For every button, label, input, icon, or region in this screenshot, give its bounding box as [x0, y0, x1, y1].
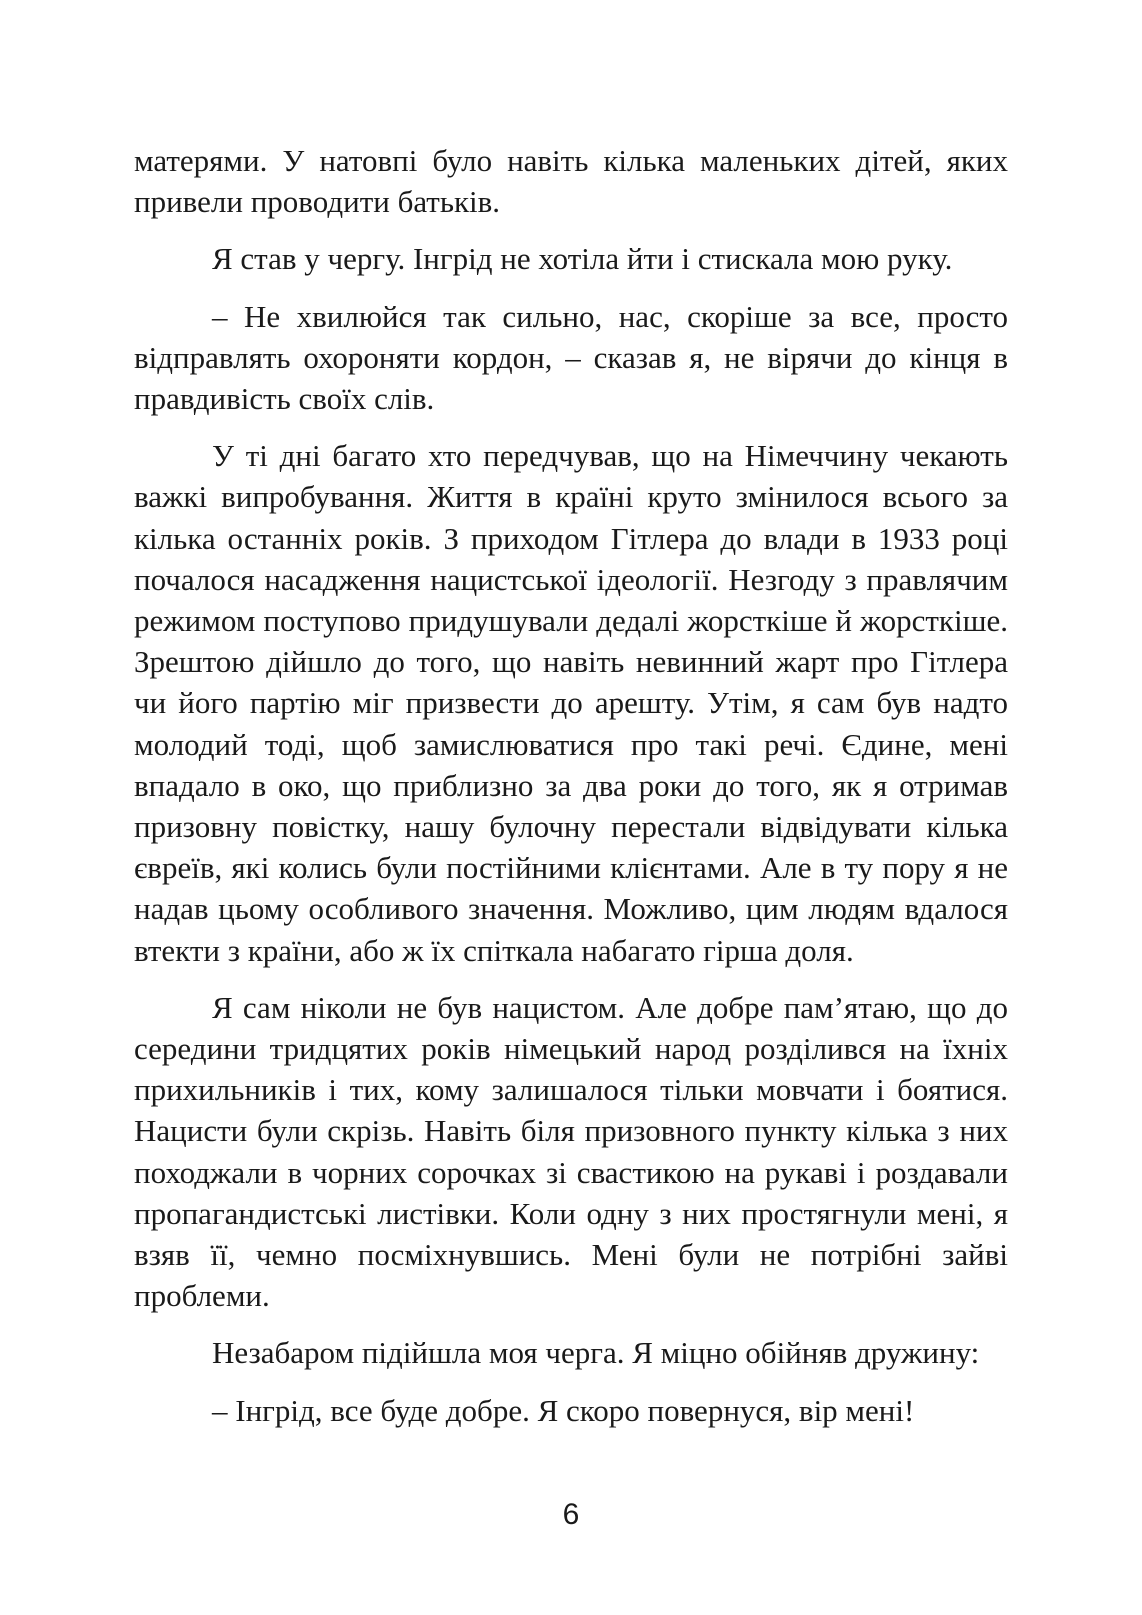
body-text	[134, 140, 1008, 1447]
paragraph-continuation: матерями. У натовпі було навіть кілька маленьких дітей, яких привели проводити батьків.	[134, 143, 1008, 220]
page-number: 6	[562, 1498, 580, 1531]
paragraph-dialogue-ingrid: – Інгрід, все буде добре. Я скоро повернуся, вір мені!	[212, 1392, 915, 1428]
paragraph-nazis: Я сам ніколи не був нацистом. Але добре пам’ятаю, що до середини тридцятих років німецький народ розділився на їхніх прихильників і тих, кому залишалося тільки мовчати і боятися. Нацисти були скрізь. Навіть біля призовного пункту кілька з них походжали в чорних сорочках зі свастикою на рукаві і роздавали пропагандистські листівки. Коли одну з них простягнули мені, я взяв її, чемно посміхнувшись. Мені були не потрібні зайві проблеми.	[134, 989, 1008, 1314]
paragraph-queue: Я став у чергу. Інгрід не хотіла йти і стискала мою руку.	[212, 241, 953, 277]
paragraph-germany-history: У ті дні багато хто передчував, що на Німеччину чекають важкі випробування. Життя в країні круто змінилося всього за кілька останніх років. З приходом Гітлера до влади в 1933 році почалося насадження нацистської ідеології. Незгоду з правлячим режимом поступово придушували дедалі жорсткіше й жорсткіше. Зрештою дійшло до того, що навіть невинний жарт про Гітлера чи його партію міг призвести до арешту. Утім, я сам був надто молодий тоді, щоб замислюватися про такі речі. Єдине, мені впадало в око, що приблизно за два роки до того, як я отримав призовну повістку, нашу булочну перестали відвідувати кілька євреїв, які колись були постійними клієнтами. Але в ту пору я не надав цьому особливого значення. Можливо, цим людям вдалося втекти з країни, або ж їх спіткала набагато гірша доля.	[134, 438, 1008, 968]
paragraph-dialogue-border: – Не хвилюйся так сильно, нас, скоріше за все, просто відправлять охороняти кордон, – сказав я, не вірячи до кінця в правдивість своїх слів.	[134, 298, 1008, 417]
paragraph-turn-came: Незабаром підійшла моя черга. Я міцно обійняв дружину:	[212, 1335, 980, 1371]
